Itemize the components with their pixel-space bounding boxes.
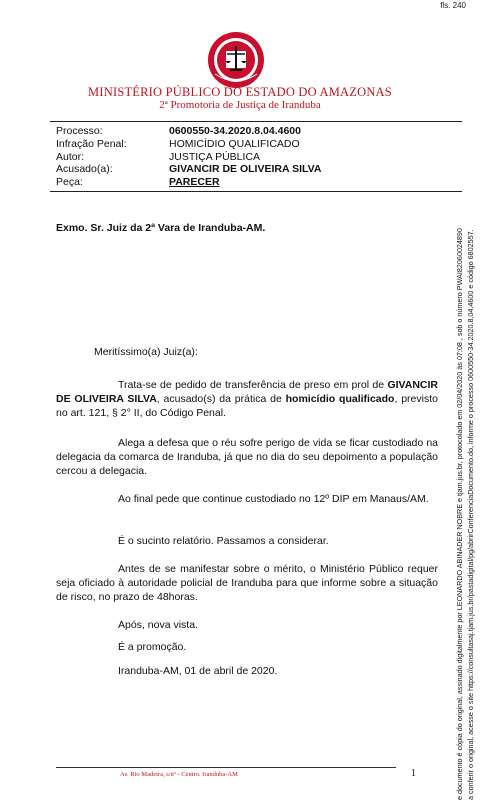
salutation: Meritíssimo(a) Juiz(a):: [94, 346, 198, 358]
footer-rule: [56, 767, 396, 768]
paragraph-summary: É o sucinto relatório. Passamos a considerar.: [118, 535, 329, 547]
footer-address: Av. Rio Madeira, s/nº - Centro. Iranduba-AM: [120, 771, 238, 778]
top-bar: [0, 0, 502, 9]
case-row-author: [56, 151, 321, 164]
case-row-piece: [56, 176, 321, 189]
ministry-seal-icon: [206, 30, 266, 90]
author-value: JUSTIÇA PÚBLICA: [169, 150, 261, 163]
paragraph-request: [56, 378, 438, 420]
ministry-title: MINISTÉRIO PÚBLICO DO ESTADO DO AMAZONAS: [88, 85, 392, 99]
case-label: Autor:: [56, 150, 85, 163]
case-label: Acusado(a):: [56, 163, 113, 176]
process-number: 0600550-34.2020.8.04.4600: [169, 125, 301, 137]
case-row-accused: [56, 163, 321, 176]
side-stamp-line-2: a conferir o original, acesse o site https://consultasaj.tjam.jus.br/pastadigital/pg/abrirConferenciaDocumento.do, informe o processo 0600550-34.2020.8.04.4600 e código 6802557.: [466, 229, 475, 800]
page-number: 1: [411, 768, 416, 779]
paragraph-defense: Alega a defesa que o réu sofre perigo de vida se ficar custodiado na delegacia da comarca de Iranduba, já que no dia do seu depoimento a população cercou a delegacia.: [56, 437, 438, 477]
side-stamp: [454, 110, 500, 800]
p1-text-b: , acusado(s) da prática de: [156, 393, 286, 405]
date-line: Iranduba-AM, 01 de abril de 2020.: [118, 665, 278, 677]
case-label: Infração Penal:: [56, 137, 127, 150]
p1-text-a: Trata-se de pedido de transferência de preso em prol de: [118, 379, 388, 391]
accused-value: GIVANCIR DE OLIVEIRA SILVA: [169, 163, 322, 176]
case-label: Processo:: [56, 125, 103, 137]
header-rule-bottom: [50, 191, 462, 192]
crime-name: homicídio qualificado: [285, 393, 395, 405]
paragraph-next-step: Após, nova vista.: [118, 619, 198, 631]
case-row-process: [56, 125, 321, 138]
paragraph-promotion: É a promoção.: [118, 641, 187, 653]
case-label: Peça:: [56, 176, 83, 189]
header-rule-top: [50, 121, 462, 122]
addressee: Exmo. Sr. Juiz da 2ª Vara de Iranduba-AM.: [56, 222, 266, 234]
p1-text-c: , previsto no art. 121, § 2° II, do Código Penal.: [56, 393, 438, 419]
page-marker: fls. 240: [440, 1, 466, 10]
paragraph-request-custody: Ao final pede que continue custodiado no 12º DIP em Manaus/AM.: [118, 493, 429, 505]
offense-value: HOMICÍDIO QUALIFICADO: [169, 137, 300, 150]
paragraph-ministry-request: Antes de se manifestar sobre o mérito, o Ministério Público requer seja oficiado à autoridade policial de Iranduba para que informe sobre a situação de risco, no prazo de 48horas.: [56, 563, 438, 603]
ministry-subtitle: 2ª Promotoria de Justiça de Iranduba: [159, 99, 321, 111]
case-info: [56, 125, 321, 189]
piece-value: PARECER: [169, 176, 220, 189]
side-stamp-line-1: e documento é cópia do original, assinado digitalmente por LEONARDO ABINADER NOBRE e tjam.jus.br, protocolado em 02/04/2020 às 07:08 , sob o número PWAI82060024890: [455, 228, 464, 800]
case-row-offense: [56, 138, 321, 151]
accused-name: GIVANCIR DE OLIVEIRA SILVA: [56, 379, 438, 405]
